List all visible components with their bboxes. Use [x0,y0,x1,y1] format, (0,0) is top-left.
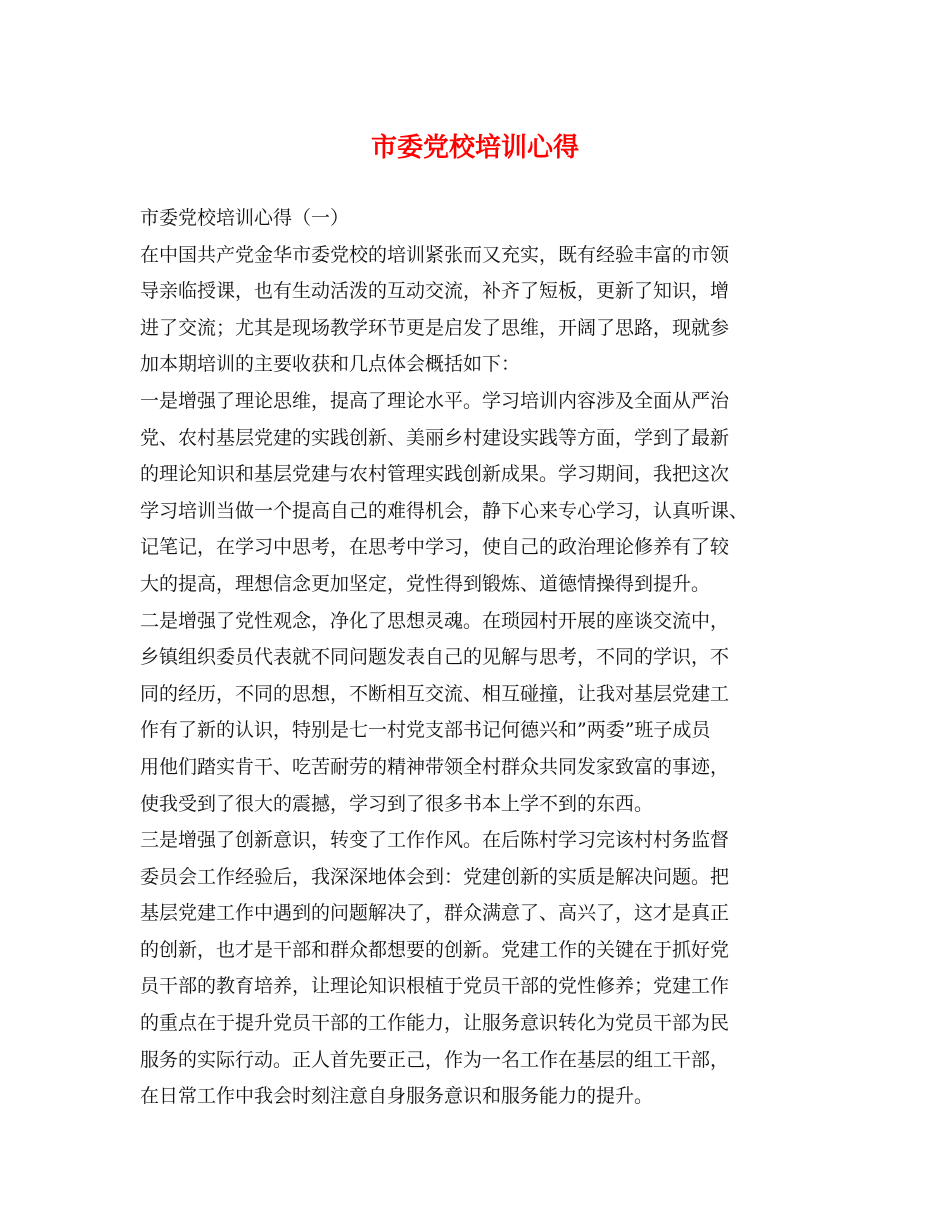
paragraph-line: 二是增强了党性观念，净化了思想灵魂。在琐园村开展的座谈交流中， [140,609,730,632]
paragraph-line: 作有了新的认识，特别是七一村党支部书记何德兴和”两委”班子成员 [140,719,711,742]
paragraph-line: 记笔记，在学习中思考，在思考中学习，使自己的政治理论修养有了较 [140,536,730,559]
document-title: 市委党校培训心得 [370,133,579,163]
paragraph-line: 党、农村基层党建的实践创新、美丽乡村建设实践等方面，学到了最新 [140,426,730,449]
document-body [140,200,830,1115]
subtitle-line: 市委党校培训心得（一） [140,207,350,229]
paragraph-line: 基层党建工作中遇到的问题解决了，群众满意了、高兴了，这才是真正 [140,902,730,925]
paragraph-line: 学习培训当做一个提高自己的难得机会，静下心来专心学习，认真听课、 [140,499,749,522]
paragraph-line: 委员会工作经验后，我深深地体会到：党建创新的实质是解决问题。把 [140,865,730,888]
paragraph-line: 加本期培训的主要收获和几点体会概括如下： [140,353,521,376]
paragraph-line: 的重点在于提升党员干部的工作能力，让服务意识转化为党员干部为民 [140,1012,730,1035]
paragraph-line: 的创新，也才是干部和群众都想要的创新。党建工作的关键在于抓好党 [140,938,730,961]
paragraph-line: 大的提高，理想信念更加坚定，党性得到锻炼、道德情操得到提升。 [140,572,711,595]
paragraph-line: 同的经历，不同的思想，不断相互交流、相互碰撞，让我对基层党建工 [140,682,730,705]
paragraph-line: 乡镇组织委员代表就不同问题发表自己的见解与思考，不同的学识，不 [140,646,730,669]
paragraph-line: 导亲临授课，也有生动活泼的互动交流，补齐了短板，更新了知识，增 [140,280,730,303]
paragraph-line: 三是增强了创新意识，转变了工作作风。在后陈村学习完该村村务监督 [140,829,730,852]
paragraph-line: 在中国共产党金华市委党校的培训紧张而又充实，既有经验丰富的市领 [140,243,730,266]
paragraph-line: 使我受到了很大的震撼，学习到了很多书本上学不到的东西。 [140,792,654,815]
paragraph-line: 一是增强了理论思维，提高了理论水平。学习培训内容涉及全面从严治 [140,389,730,412]
paragraph-line: 员干部的教育培养，让理论知识根植于党员干部的党性修养；党建工作 [140,975,730,998]
paragraph-line: 的理论知识和基层党建与农村管理实践创新成果。学习期间，我把这次 [140,463,730,486]
paragraph-line: 进了交流；尤其是现场教学环节更是启发了思维，开阔了思路，现就参 [140,316,730,339]
paragraph-line: 用他们踏实肯干、吃苦耐劳的精神带领全村群众共同发家致富的事迹， [140,755,730,778]
paragraph-line: 服务的实际行动。正人首先要正己，作为一名工作在基层的组工干部， [140,1048,730,1071]
paragraph-line: 在日常工作中我会时刻注意自身服务意识和服务能力的提升。 [140,1085,654,1108]
